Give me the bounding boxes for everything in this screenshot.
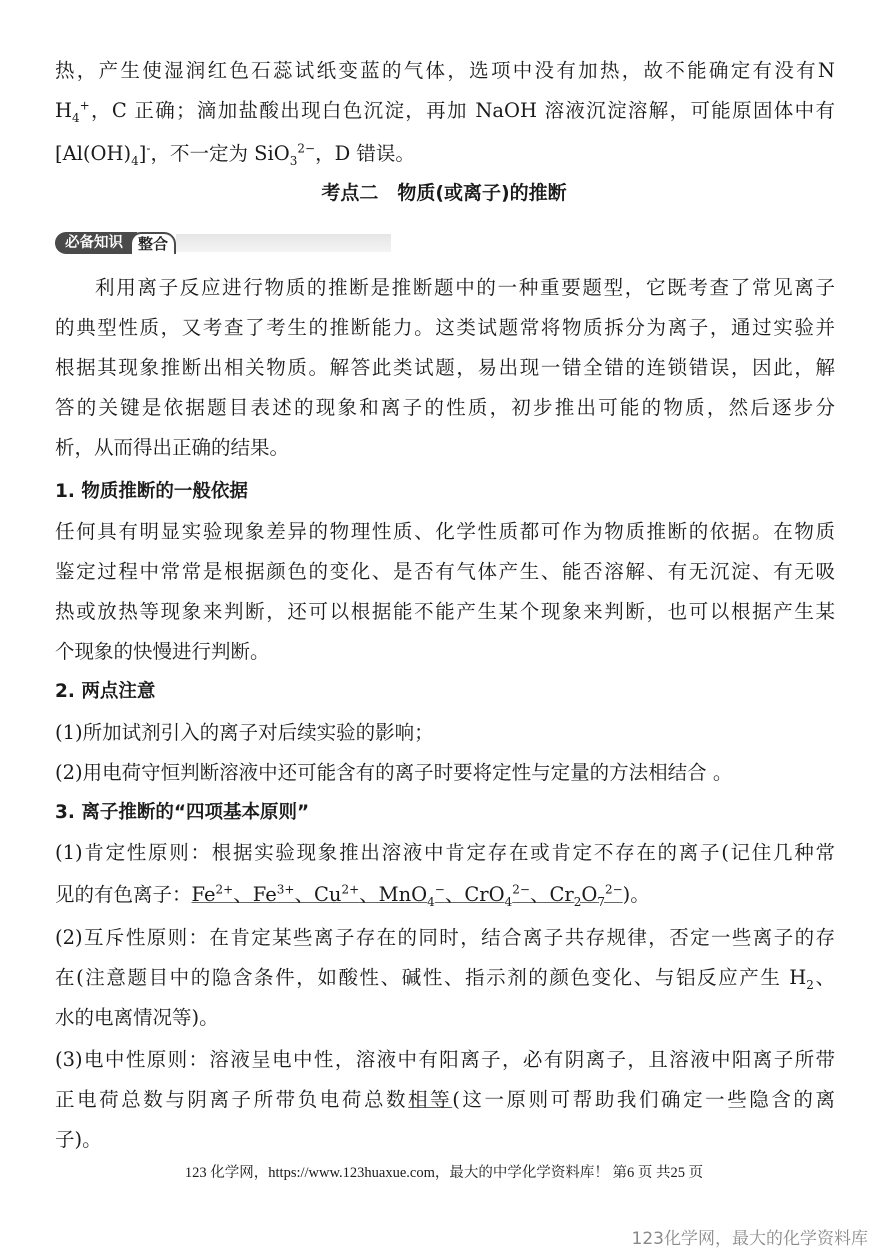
text-line: (2)用电荷守恒判断溶液中还可能含有的离子时要将定性与定量的方法相结合 。 [55, 761, 733, 784]
text-line: 任何具有明显实验现象差异的物理性质、化学性质都可作为物质推断的依据。在物质 [55, 520, 835, 543]
text-line: (3)电中性原则：溶液呈电中性，溶液中有阳离子，必有阴离子，且溶液中阳离子所带 [55, 1048, 835, 1071]
superscript: 2− [512, 882, 530, 897]
badge-bar [176, 234, 391, 252]
subscript: 3 [289, 153, 298, 168]
subscript: 2 [806, 977, 814, 992]
text-line: 热或放热等现象来判断，还可以根据能不能产生某个现象来判断，也可以根据产生某 [55, 600, 835, 623]
text-line: 子)。 [55, 1128, 102, 1151]
underlined-text: 相等 [408, 1088, 453, 1111]
subscript: 4 [427, 894, 435, 909]
text-line: 的典型性质，又考查了考生的推断能力。这类试题常将物质拆分为离子，通过实验并 [55, 316, 835, 339]
section-badge [55, 232, 391, 254]
section-title: 考点二 物质(或离子)的推断 [321, 182, 567, 204]
superscript: − [434, 882, 445, 897]
subscript: 7 [597, 894, 605, 909]
text-line: (1)所加试剂引入的离子对后续实验的影响； [55, 721, 434, 744]
text-line: $[Al(OH)_4]^-$，不一定为 SiO$_3^{2-}$，D 错误。 [55, 141, 415, 168]
subheading: 2. 两点注意 [55, 681, 156, 702]
superscript: 2+ [341, 882, 360, 897]
superscript: 2− [297, 141, 316, 156]
page-footer: 123 化学网，https://www.123huaxue.com，最大的中学化学资料库！ 第6 页 共25 页 [184, 1165, 704, 1181]
superscript: 2− [604, 882, 623, 897]
text-line: 在(注意题目中的隐含条件，如酸性、碱性、指示剂的颜色变化、与铝反应产生 $H_2$、 [55, 966, 835, 992]
superscript: - [146, 141, 151, 156]
text-line: 析，从而得出正确的结果。 [55, 436, 290, 459]
text-line: 根据其现象推断出相关物质。解答此类试题，易出现一错全错的连锁错误，因此，解 [55, 356, 835, 379]
superscript: + [79, 98, 90, 113]
subheading: 1. 物质推断的一般依据 [55, 481, 248, 502]
subscript: 4 [72, 110, 80, 125]
text-line: $H_4^+$，C 正确；滴加盐酸出现白色沉淀，再加 NaOH 溶液沉淀溶解，可能原固体中有 [55, 98, 835, 125]
text-line: 答的关键是依据题目表述的现象和离子的性质，初步推出可能的物质，然后逐步分 [55, 396, 835, 419]
text-line: 个现象的快慢进行判断。 [55, 640, 270, 663]
text-line: 见的有色离子：$Fe^{2+}$、$Fe^{3+}$、$Cu^{2+}$、MnO$_4$−、CrO$_4^{2-}$、$Cr_2O_7^{2-}$)。 [55, 882, 650, 909]
underlined-text: $Fe^{2+}$、$Fe^{3+}$、$Cu^{2+}$、MnO$_4$−、CrO$_4^{2-}$、$Cr_2O_7^{2-}$ [191, 882, 623, 909]
subheading: 3. 离子推断的“四项基本原则” [55, 802, 310, 823]
subscript: 2 [573, 894, 582, 909]
superscript: 2+ [215, 882, 234, 897]
superscript: 3+ [276, 882, 295, 897]
subscript: 4 [504, 894, 513, 909]
text-line: 利用离子反应进行物质的推断是推断题中的一种重要题型，它既考查了常见离子 [95, 276, 835, 299]
text-line: 正电荷总数与阴离子所带负电荷总数相等(这一原则可帮助我们确定一些隐含的离 [55, 1088, 835, 1111]
subscript: 4 [131, 153, 139, 168]
badge-label-left: 必备知识 [55, 232, 137, 254]
text-line: 鉴定过程中常常是根据颜色的变化、是否有气体产生、能否溶解、有无沉淀、有无吸 [55, 560, 835, 583]
watermark: 123化学网，最大的化学资料库 [631, 1229, 868, 1249]
text-line: 热，产生使湿润红色石蕊试纸变蓝的气体，选项中没有加热，故不能确定有没有N [55, 59, 835, 82]
text-line: 水的电离情况等)。 [55, 1006, 219, 1029]
text-line: (1)肯定性原则：根据实验现象推出溶液中肯定存在或肯定不存在的离子(记住几种常 [55, 841, 835, 864]
text-line: (2)互斥性原则：在肯定某些离子存在的同时，结合离子共存规律，否定一些离子的存 [55, 926, 835, 949]
badge-label-right: 整合 [129, 232, 176, 254]
